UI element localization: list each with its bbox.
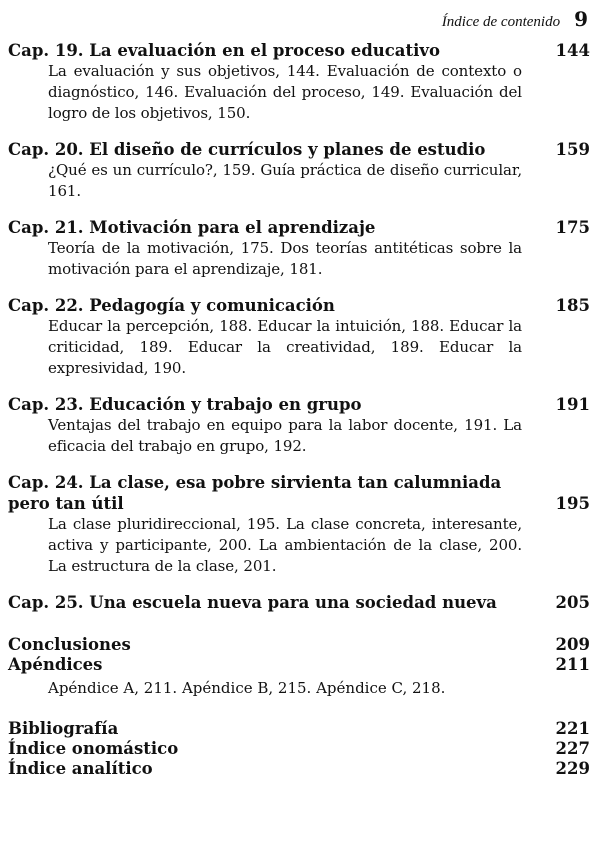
entry-title: Bibliografía — [8, 719, 119, 738]
chapter-title: Cap. 23. Educación y trabajo en grupo — [8, 395, 362, 414]
chapter-title: Cap. 22. Pedagogía y comunicación — [8, 296, 335, 315]
chapter-page: 191 — [555, 395, 590, 414]
entry-page: 221 — [555, 719, 590, 738]
toc-entry-bibliografia — [8, 719, 590, 739]
running-head — [442, 7, 588, 31]
chapter-title: Cap. 20. El diseño de currículos y planes de estudio — [8, 140, 486, 159]
chapter-title: Cap. 25. Una escuela nueva para una sociedad nueva — [8, 593, 497, 612]
toc-entry-cap-22 — [8, 295, 590, 379]
chapter-title: Cap. 24. La clase, esa pobre sirvienta tan calumniada pero tan útil — [8, 473, 502, 513]
entry-title: Índice onomástico — [8, 739, 179, 758]
chapter-title: Cap. 21. Motivación para el aprendizaje — [8, 218, 376, 237]
chapter-page: 195 — [555, 494, 590, 513]
entry-page: 209 — [555, 635, 590, 654]
chapter-description: La evaluación y sus objetivos, 144. Evaluación de contexto o diagnóstico, 146. Evaluación del proceso, 149. Evaluación del logro de los objetivos, 150. — [48, 62, 522, 122]
entry-page: 211 — [555, 655, 590, 674]
running-head-title: Índice de contenido — [441, 14, 561, 30]
back-matter-group-2 — [8, 719, 590, 779]
toc-entry-indice-analitico — [8, 759, 590, 779]
entry-page: 227 — [555, 739, 590, 758]
entry-title: Índice analítico — [8, 759, 153, 778]
chapter-title: Cap. 19. La evaluación en el proceso educativo — [8, 41, 440, 60]
entry-page: 229 — [555, 759, 590, 778]
toc-entry-indice-onomastico — [8, 739, 590, 759]
toc-entry-cap-19 — [8, 40, 590, 124]
toc-entry-cap-23 — [8, 394, 590, 457]
chapter-page: 175 — [555, 218, 590, 237]
chapter-page: 144 — [555, 41, 590, 60]
chapter-page: 159 — [555, 140, 590, 159]
back-matter-group-1 — [8, 635, 590, 699]
entry-title: Apéndices — [8, 655, 103, 674]
toc-entry-cap-21 — [8, 217, 590, 280]
toc-entry-cap-20 — [8, 139, 590, 202]
appendices-description: Apéndice A, 211. Apéndice B, 215. Apéndice C, 218. — [48, 679, 446, 697]
toc-entry-cap-25 — [8, 592, 590, 613]
chapter-description: Educar la percepción, 188. Educar la intuición, 188. Educar la criticidad, 189. Educar la creatividad, 189. Educar la expresividad, 190. — [48, 317, 522, 377]
chapter-description: La clase pluridireccional, 195. La clase concreta, interesante, activa y participante, 200. La ambientación de la clase, 200. La estructura de la clase, 201. — [48, 515, 522, 575]
toc-entry-conclusiones — [8, 635, 590, 655]
toc-entry-cap-24 — [8, 472, 590, 577]
chapter-page: 185 — [555, 296, 590, 315]
toc-entry-apendices — [8, 655, 590, 675]
chapter-page: 205 — [555, 593, 590, 612]
chapter-description: Ventajas del trabajo en equipo para la labor docente, 191. La eficacia del trabajo en grupo, 192. — [48, 416, 522, 455]
table-of-contents — [8, 40, 590, 793]
entry-title: Conclusiones — [8, 635, 131, 654]
page-number: 9 — [574, 7, 588, 31]
chapter-description: ¿Qué es un currículo?, 159. Guía práctica de diseño curricular, 161. — [48, 161, 522, 200]
chapter-description: Teoría de la motivación, 175. Dos teorías antitéticas sobre la motivación para el aprendizaje, 181. — [48, 239, 522, 278]
